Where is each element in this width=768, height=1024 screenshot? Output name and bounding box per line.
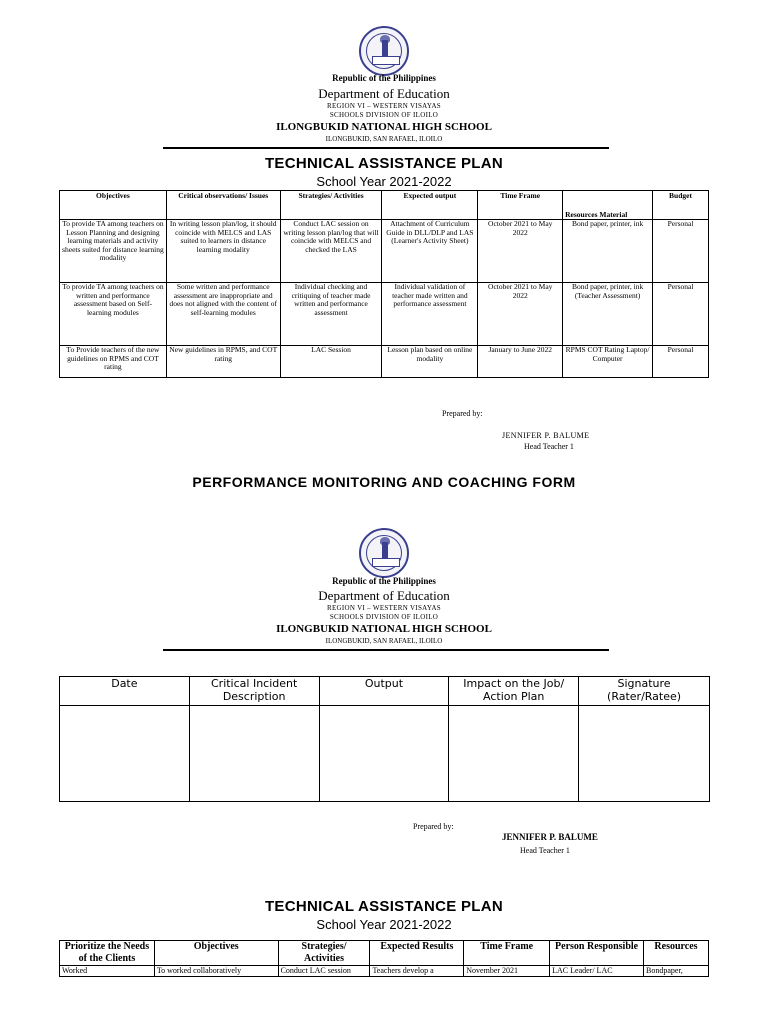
table-cell: RPMS COT Rating Laptop/ Computer bbox=[563, 346, 653, 378]
table-cell: To provide TA among teachers on written and performance assessment based on Self-learning modules bbox=[60, 283, 167, 346]
plan2-header-row bbox=[60, 941, 709, 966]
header-divider bbox=[163, 147, 609, 149]
plan2-table bbox=[59, 940, 709, 977]
table-cell: To worked collaboratively bbox=[154, 966, 278, 977]
table-cell: Bondpaper, bbox=[644, 966, 709, 977]
plan2-title: TECHNICAL ASSISTANCE PLAN bbox=[264, 898, 504, 915]
division-text: SCHOOLS DIVISION OF ILOILO bbox=[329, 613, 439, 621]
table-cell: January to June 2022 bbox=[478, 346, 563, 378]
critical-incident-cell[interactable] bbox=[189, 706, 319, 802]
table-cell: LAC Session bbox=[280, 346, 382, 378]
table-cell: October 2021 to May 2022 bbox=[478, 283, 563, 346]
table-cell: Individual checking and critiquing of teacher made written and performance assessment bbox=[280, 283, 382, 346]
impact-cell[interactable] bbox=[449, 706, 579, 802]
table-row bbox=[60, 346, 709, 378]
col-objectives: Objectives bbox=[60, 191, 167, 220]
table-cell: Attachment of Curriculum Guide in DLL/DLP and LAS (Learner's Activity Sheet) bbox=[382, 220, 478, 283]
plan1-school-year: School Year 2021-2022 bbox=[316, 174, 452, 189]
department-name: Department of Education bbox=[318, 588, 450, 603]
coaching-form-table bbox=[59, 676, 710, 802]
preparer-position: Head Teacher 1 bbox=[520, 846, 570, 855]
table-cell: In writing lesson plan/log, it should coincide with MELCS and LAS suited to learners in distance learning modality bbox=[166, 220, 280, 283]
table-cell: Bond paper, printer, ink (Teacher Assessment) bbox=[563, 283, 653, 346]
col-time-frame: Time Frame bbox=[478, 191, 563, 220]
prepared-by-label: Prepared by: bbox=[413, 822, 454, 831]
department-name: Department of Education bbox=[318, 86, 450, 101]
col-prioritize-needs: Prioritize the Needs of the Clients bbox=[60, 941, 155, 966]
preparer-name: JENNIFER P. BALUME bbox=[502, 832, 598, 842]
table-cell: Conduct LAC session bbox=[278, 966, 370, 977]
table-cell: Worked bbox=[60, 966, 155, 977]
school-name: ILONGBUKID NATIONAL HIGH SCHOOL bbox=[276, 623, 492, 635]
col-person-responsible: Person Responsible bbox=[550, 941, 644, 966]
preparer-position: Head Teacher 1 bbox=[524, 442, 574, 451]
region-text: REGION VI – WESTERN VISAYAS bbox=[326, 102, 442, 110]
table-row bbox=[60, 220, 709, 283]
table-cell: Conduct LAC session on writing lesson plan/log that will coincide with MELCS and checked the LAS bbox=[280, 220, 382, 283]
table-cell: New guidelines in RPMS, and COT rating bbox=[166, 346, 280, 378]
preparer-name: JENNIFER P. BALUME bbox=[502, 431, 590, 440]
plan2-school-year: School Year 2021-2022 bbox=[316, 917, 452, 932]
date-cell[interactable] bbox=[60, 706, 190, 802]
col-strategies: Strategies/ Activities bbox=[280, 191, 382, 220]
col-strategies: Strategies/ Activities bbox=[278, 941, 370, 966]
table-cell: To provide TA among teachers on Lesson Planning and designing learning materials and activity sheets suited for distance learning modality bbox=[60, 220, 167, 283]
table-cell: Personal bbox=[653, 346, 709, 378]
col-output: Output bbox=[319, 677, 449, 706]
prepared-by-label: Prepared by: bbox=[442, 409, 483, 418]
republic-text: Republic of the Philippines bbox=[332, 73, 436, 83]
republic-text: Republic of the Philippines bbox=[332, 576, 436, 586]
table-cell: Some written and performance assessment are inappropriate and does not aligned with the content of self-learning modules bbox=[166, 283, 280, 346]
col-objectives: Objectives bbox=[154, 941, 278, 966]
deped-seal-logo bbox=[359, 528, 409, 578]
table-cell: Lesson plan based on online modality bbox=[382, 346, 478, 378]
table-cell: November 2021 bbox=[464, 966, 550, 977]
plan1-table bbox=[59, 190, 709, 378]
plan1-header-row bbox=[60, 191, 709, 220]
table-cell: Individual validation of teacher made written and performance assessment bbox=[382, 283, 478, 346]
table-cell: Bond paper, printer, ink bbox=[563, 220, 653, 283]
school-address: ILONGBUKID, SAN RAFAEL, ILOILO bbox=[325, 637, 443, 645]
col-resources: Resources bbox=[644, 941, 709, 966]
table-cell: LAC Leader/ LAC bbox=[550, 966, 644, 977]
table-cell: Personal bbox=[653, 283, 709, 346]
header-divider bbox=[163, 649, 609, 651]
table-cell: October 2021 to May 2022 bbox=[478, 220, 563, 283]
col-critical-observations: Critical observations/ Issues bbox=[166, 191, 280, 220]
division-text: SCHOOLS DIVISION OF ILOILO bbox=[329, 111, 439, 119]
col-impact-action-plan: Impact on the Job/ Action Plan bbox=[449, 677, 579, 706]
school-address: ILONGBUKID, SAN RAFAEL, ILOILO bbox=[325, 135, 443, 143]
table-row bbox=[60, 966, 709, 977]
table-row bbox=[60, 706, 710, 802]
table-cell: Personal bbox=[653, 220, 709, 283]
col-time-frame: Time Frame bbox=[464, 941, 550, 966]
school-name: ILONGBUKID NATIONAL HIGH SCHOOL bbox=[276, 121, 492, 133]
col-budget: Budget bbox=[653, 191, 709, 220]
table-row bbox=[60, 283, 709, 346]
col-signature: Signature (Rater/Ratee) bbox=[579, 677, 710, 706]
deped-seal-logo bbox=[359, 26, 409, 76]
col-expected-results: Expected Results bbox=[370, 941, 464, 966]
col-expected-output: Expected output bbox=[382, 191, 478, 220]
output-cell[interactable] bbox=[319, 706, 449, 802]
signature-cell[interactable] bbox=[579, 706, 710, 802]
col-critical-incident: Critical Incident Description bbox=[189, 677, 319, 706]
table-cell: To Provide teachers of the new guidelines on RPMS and COT rating bbox=[60, 346, 167, 378]
col-resources: Resources Material bbox=[563, 191, 653, 220]
table-cell: Teachers develop a bbox=[370, 966, 464, 977]
col-date: Date bbox=[60, 677, 190, 706]
region-text: REGION VI – WESTERN VISAYAS bbox=[326, 604, 442, 612]
coaching-form-title: PERFORMANCE MONITORING AND COACHING FORM bbox=[192, 474, 576, 490]
coaching-header-row bbox=[60, 677, 710, 706]
plan1-title: TECHNICAL ASSISTANCE PLAN bbox=[264, 155, 504, 172]
